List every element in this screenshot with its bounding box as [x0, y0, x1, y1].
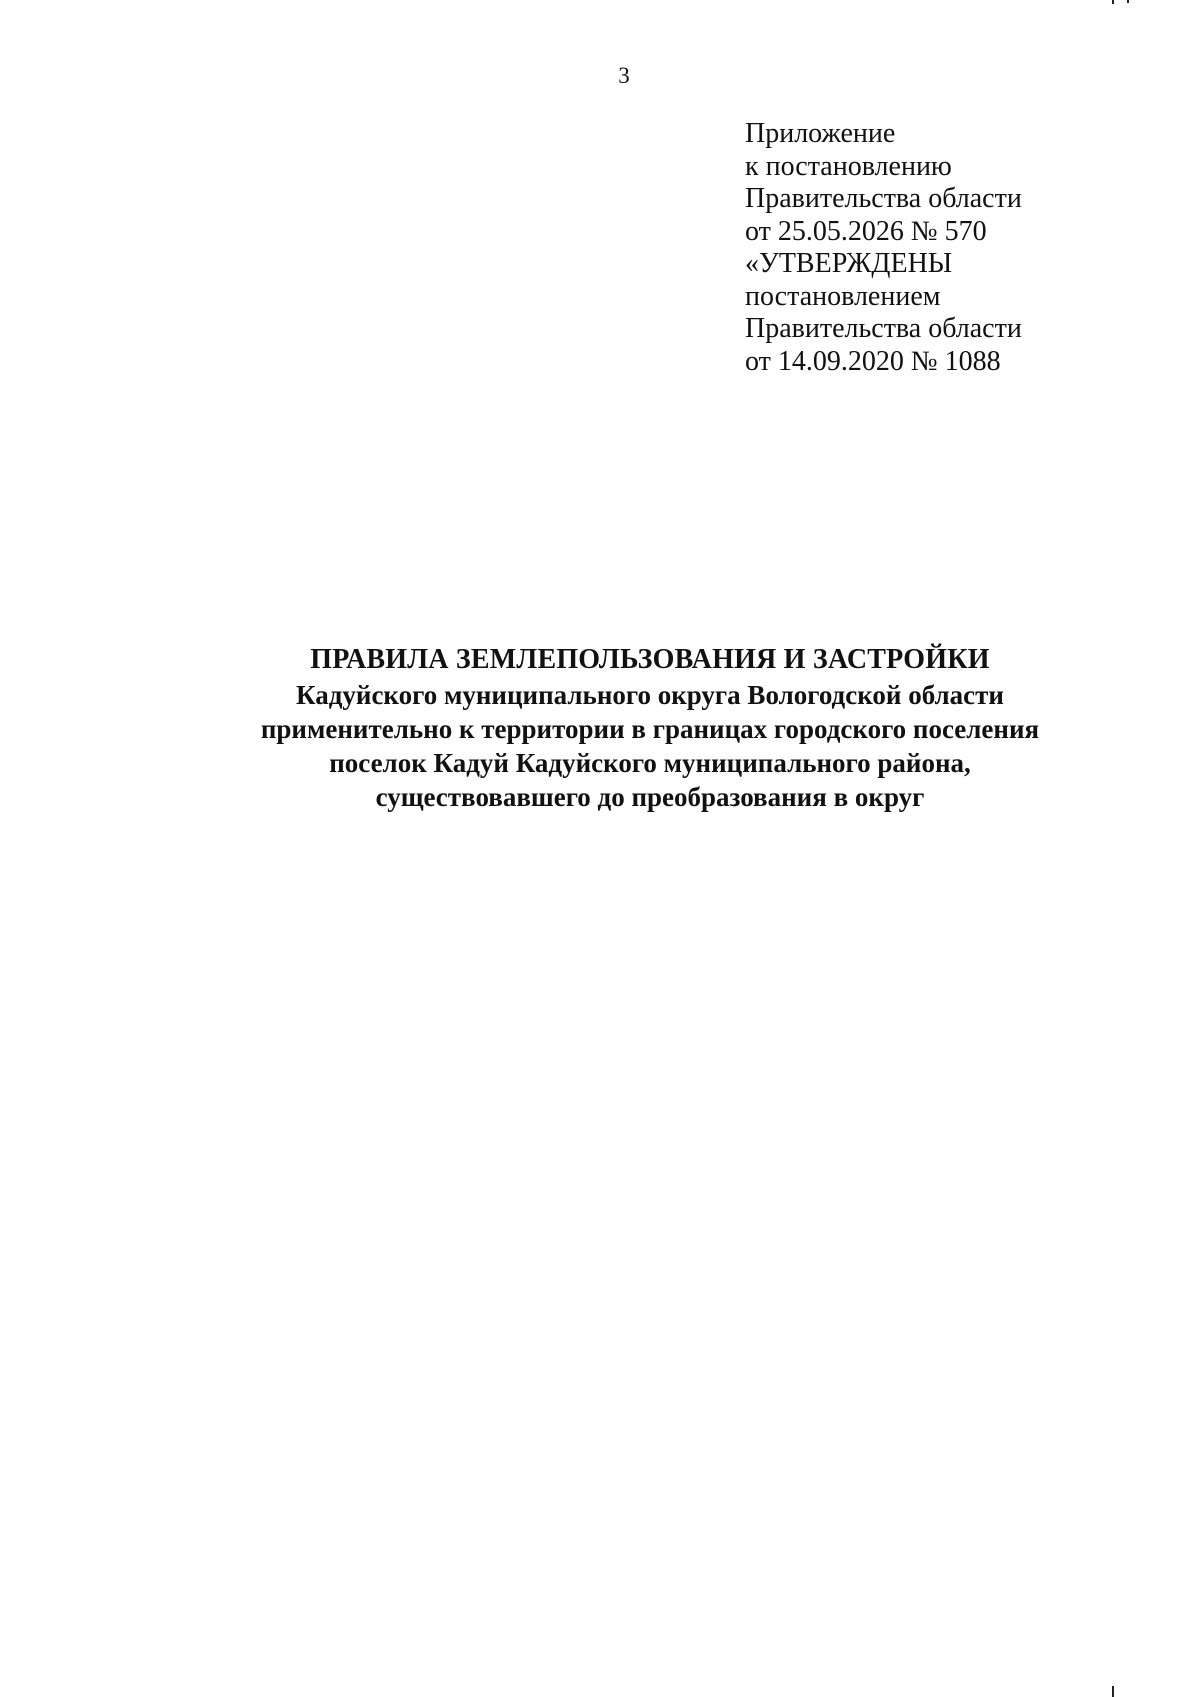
document-title: [150, 642, 1150, 814]
title-subline: применительно к территории в границах городского поселения: [260, 714, 1040, 744]
appendix-line: Правительства области: [745, 183, 1022, 214]
appendix-line: от 14.09.2020 № 1088: [745, 345, 1001, 377]
title-heading: ПРАВИЛА ЗЕМЛЕПОЛЬЗОВАНИЯ И ЗАСТРОЙКИ: [310, 644, 990, 675]
title-subline: существовавшего до преобразования в округ: [375, 782, 925, 812]
page-number: 3: [618, 63, 630, 88]
scan-artifact-mark: [1112, 0, 1114, 4]
appendix-line: к постановлению: [745, 150, 952, 182]
appendix-line: Приложение: [745, 118, 896, 149]
appendix-line: Правительства области: [745, 313, 1022, 344]
appendix-line: от 25.05.2026 № 570: [745, 215, 987, 247]
scan-artifact-mark: [1112, 1686, 1114, 1697]
appendix-line: постановлением: [745, 280, 941, 312]
title-subline: Кадуйского муниципального округа Вологодской области: [296, 680, 1004, 710]
scan-artifact-mark: [1127, 0, 1129, 3]
appendix-approval-block: [745, 118, 1165, 378]
appendix-line: «УТВЕРЖДЕНЫ: [745, 248, 953, 279]
title-subline: поселок Кадуй Кадуйского муниципального района,: [329, 748, 971, 778]
